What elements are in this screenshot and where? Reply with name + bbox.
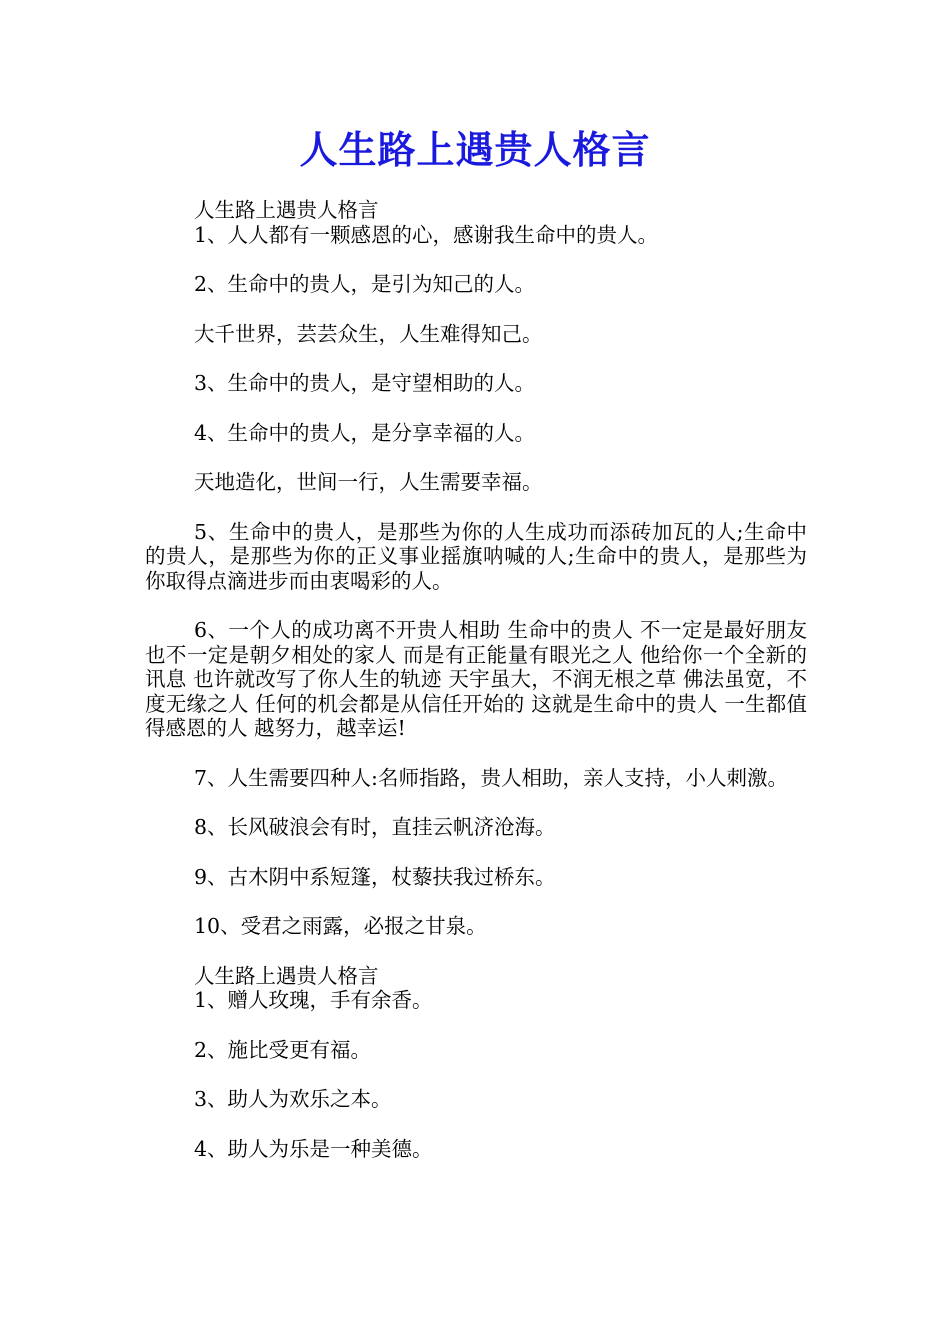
document-title: 人生路上遇贵人格言 (299, 128, 651, 172)
quote-paragraph: 3、助人为欢乐之本。 (194, 1087, 392, 1111)
quote-paragraph: 10、受君之雨露，必报之甘泉。 (194, 914, 487, 938)
quote-paragraph: 1、赠人玫瑰，手有余香。 (194, 988, 433, 1012)
section-heading: 人生路上遇贵人格言 (194, 963, 379, 988)
quote-paragraph: 1、人人都有一颗感恩的心，感谢我生命中的贵人。 (194, 222, 659, 247)
quote-paragraph: 天地造化，世间一行，人生需要幸福。 (194, 470, 543, 494)
quote-paragraph: 3、生命中的贵人，是守望相助的人。 (194, 371, 536, 395)
quote-paragraph: 4、助人为乐是一种美德。 (194, 1136, 433, 1161)
document-body (145, 198, 807, 1161)
quote-paragraph: 5、生命中的贵人，是那些为你的人生成功而添砖加瓦的人;生命中的贵人，是那些为你的正义事业摇旗呐喊的人;生命中的贵人，是那些为你取得点滴进步而由衷喝彩的人。 (145, 519, 807, 593)
section-heading: 人生路上遇贵人格言 (194, 198, 379, 222)
quote-paragraph: 大千世界，芸芸众生，人生难得知己。 (194, 321, 543, 346)
quote-paragraph: 4、生命中的贵人，是分享幸福的人。 (194, 420, 536, 445)
quote-paragraph: 6、一个人的成功离不开贵人相助 生命中的贵人 不一定是最好朋友 也不一定是朝夕相处的家人 而是有正能量有眼光之人 他给你一个全新的讯息 也许就改写了你人生的轨迹 天宇虽大，不润无根之草 佛法虽宽，不度无缘之人 任何的机会都是从信任开始的 这就是生命中的贵人 一生都值得感恩的人 越努力，越幸运! (145, 618, 807, 740)
quote-paragraph: 8、长风破浪会有时，直挂云帆济沧海。 (194, 815, 556, 839)
quote-paragraph: 2、施比受更有福。 (194, 1037, 372, 1062)
quote-paragraph: 2、生命中的贵人，是引为知己的人。 (194, 272, 536, 296)
quote-paragraph: 7、人生需要四种人:名师指路，贵人相助，亲人支持，小人刺激。 (194, 765, 788, 790)
quote-paragraph: 9、古木阴中系短篷，杖藜扶我过桥东。 (194, 864, 556, 889)
